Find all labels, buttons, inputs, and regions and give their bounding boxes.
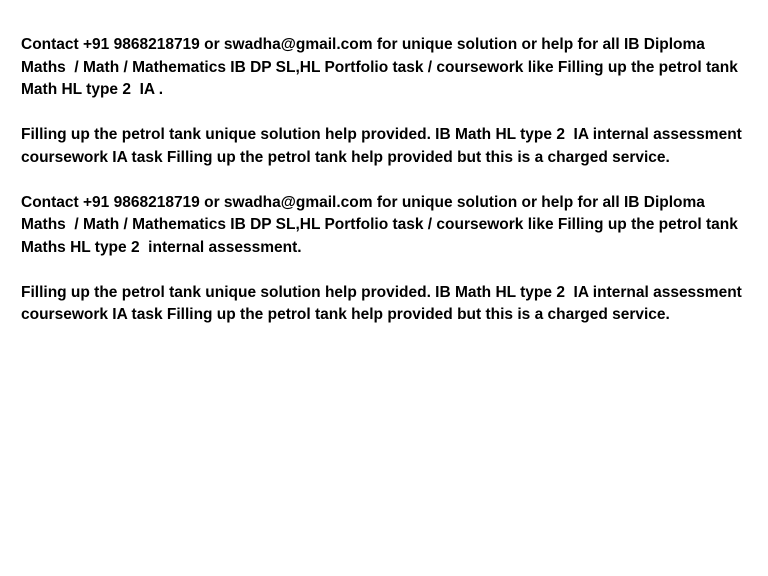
text-body	[21, 34, 749, 327]
paragraph-description-1: Filling up the petrol tank unique solution help provided. IB Math HL type 2 IA internal assessment coursework IA task Filling up the petrol tank help provided but this is a charged service.	[21, 126, 747, 166]
paragraph-contact-2: Contact +91 9868218719 or swadha@gmail.com for unique solution or help for all IB Diploma Maths / Math / Mathematics IB DP SL,HL Portfolio task / coursework like Filling up the petrol tank Maths HL type 2 internal assessment.	[21, 193, 743, 256]
paragraph-description-2: Filling up the petrol tank unique solution help provided. IB Math HL type 2 IA internal assessment coursework IA task Filling up the petrol tank help provided but this is a charged service.	[21, 283, 747, 323]
paragraph-contact-1: Contact +91 9868218719 or swadha@gmail.com for unique solution or help for all IB Diploma Maths / Math / Mathematics IB DP SL,HL Portfolio task / coursework like Filling up the petrol tank Math HL type 2 IA .	[21, 36, 743, 98]
